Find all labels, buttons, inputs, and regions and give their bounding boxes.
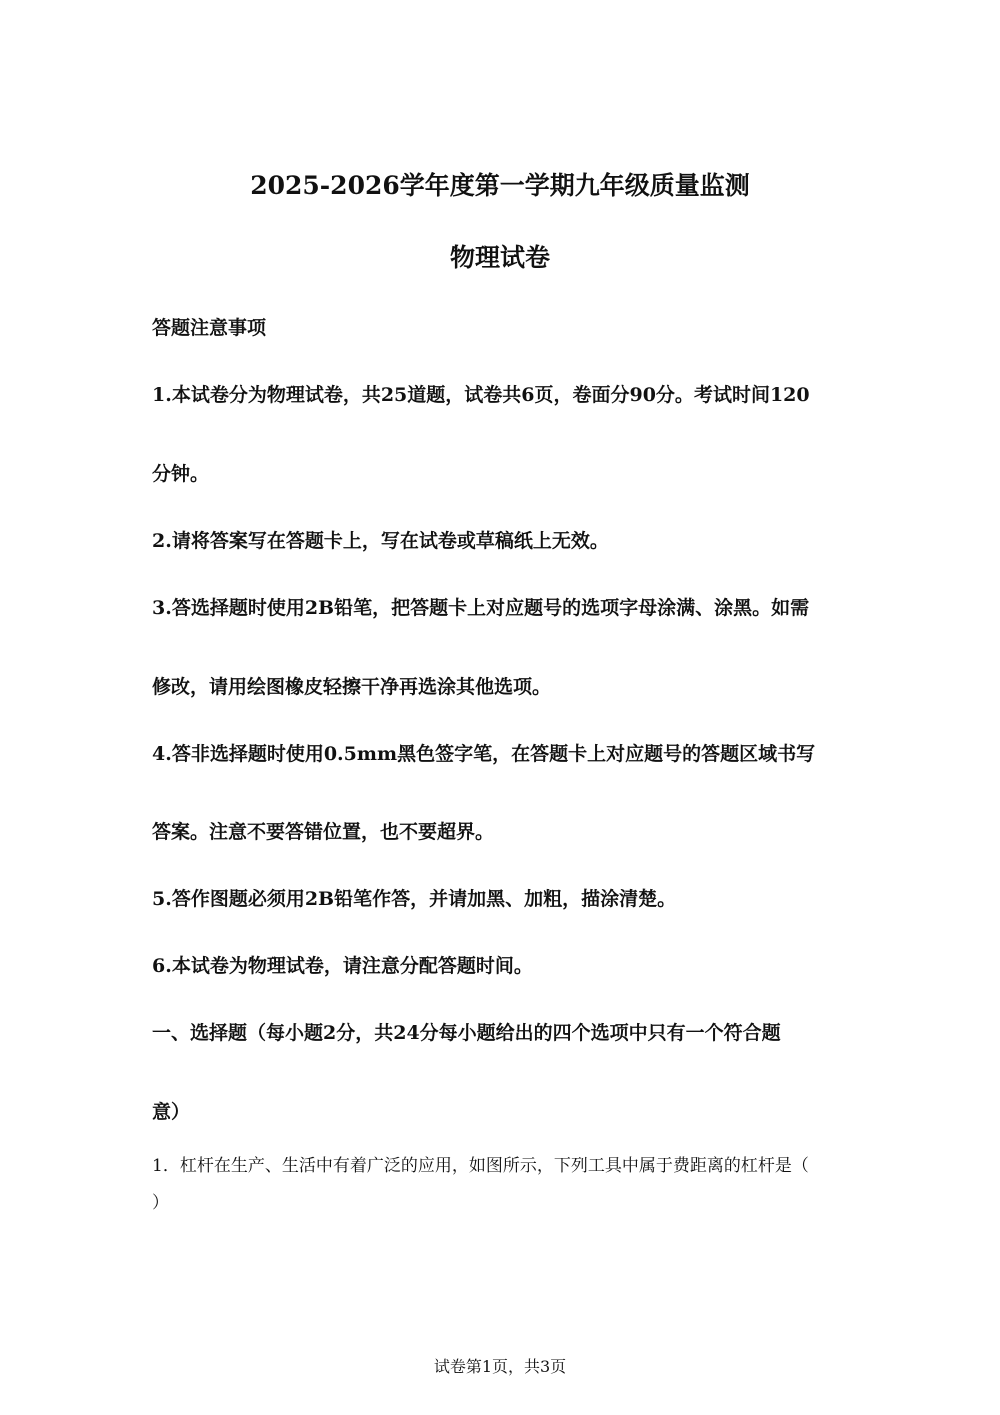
section-heading-cont: 意） bbox=[152, 1101, 191, 1123]
notice-line-9: 6.本试卷为物理试卷，请注意分配答题时间。 bbox=[152, 955, 533, 977]
notice-line-2: 分钟。 bbox=[152, 463, 210, 485]
question-1-text: 1．杠杆在生产、生活中有着广泛的应用，如图所示，下列工具中属于费距离的杠杆是（ bbox=[152, 1156, 809, 1176]
exam-subtitle: 物理试卷 bbox=[449, 243, 550, 272]
notice-line-8: 5.答作图题必须用2B铅笔作答，并请加黑、加粗，描涂清楚。 bbox=[152, 888, 677, 910]
notice-line-6: 4.答非选择题时使用0.5mm黑色签字笔，在答题卡上对应题号的答题区域书写 bbox=[152, 743, 816, 765]
notice-heading: 答题注意事项 bbox=[152, 317, 267, 339]
page-footer: 试卷第1页，共3页 bbox=[433, 1357, 567, 1376]
exam-title: 2025-2026学年度第一学期九年级质量监测 bbox=[250, 171, 750, 200]
notice-line-3: 2.请将答案写在答题卡上，写在试卷或草稿纸上无效。 bbox=[152, 530, 609, 552]
question-1-text-cont: ） bbox=[152, 1193, 169, 1213]
notice-line-5: 修改，请用绘图橡皮轻擦干净再选涂其他选项。 bbox=[152, 676, 552, 698]
notice-line-1: 1.本试卷分为物理试卷，共25道题，试卷共6页，卷面分90分。考试时间120 bbox=[152, 384, 810, 406]
notice-line-7: 答案。注意不要答错位置，也不要超界。 bbox=[152, 821, 495, 843]
notice-line-4: 3.答选择题时使用2B铅笔，把答题卡上对应题号的选项字母涂满、涂黑。如需 bbox=[152, 597, 810, 619]
section-heading: 一、选择题（每小题2分，共24分每小题给出的四个选项中只有一个符合题 bbox=[152, 1022, 781, 1044]
